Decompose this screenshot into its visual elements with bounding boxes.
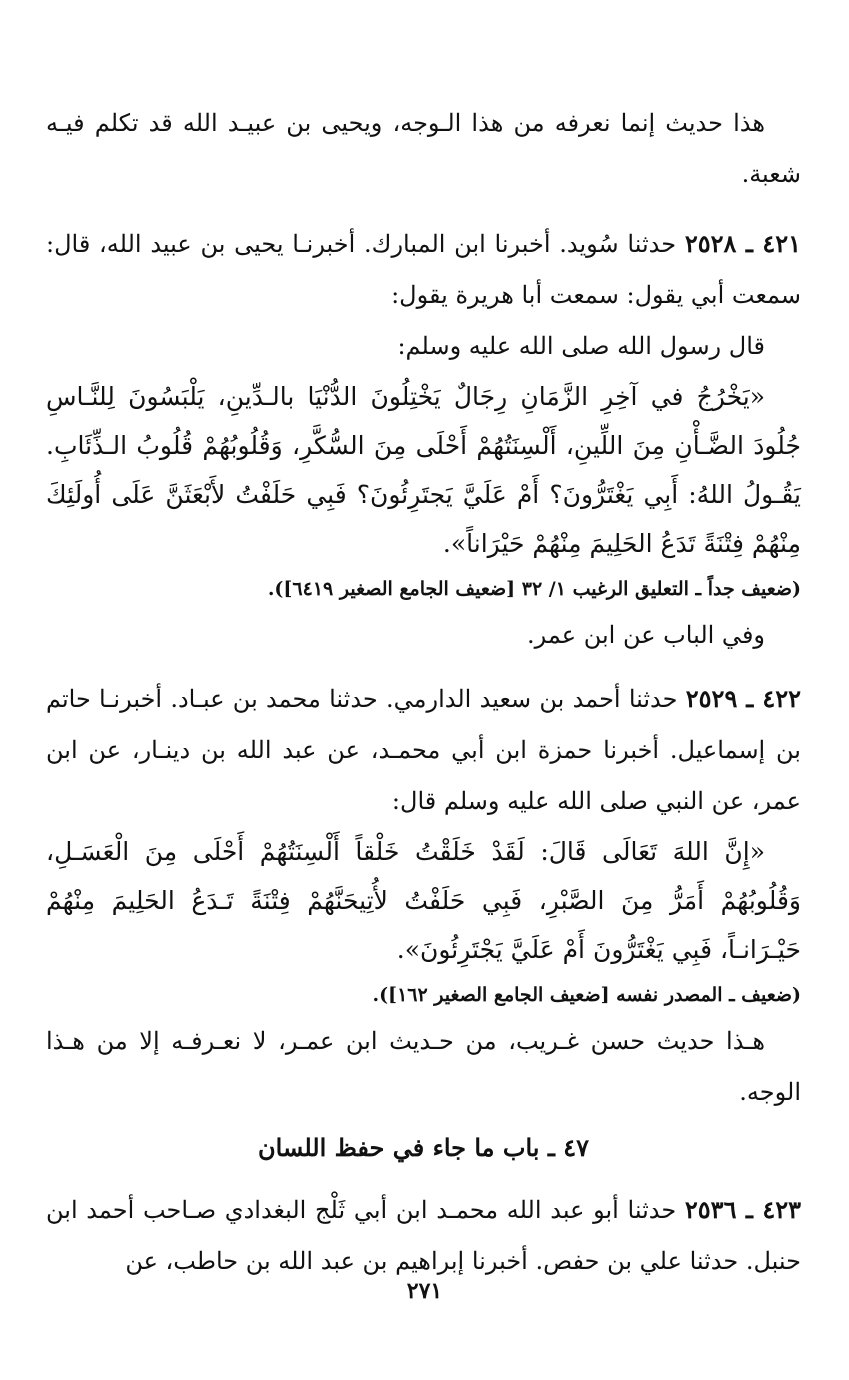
hadith-422-note: هـذا حديث حسن غـريب، من حـديث ابن عمـر، لا نعـرفـه إلا من هـذا الوجه. <box>46 1027 801 1106</box>
hadith-423-isnad: حدثنا أبو عبد الله محمـد ابن أبي ثَلْج البغدادي صـاحب أحمد ابن حنبل. حدثنا علي بن حفص. أخبرنا إبراهيم بن عبد الله بن حاطب، عن <box>46 1196 801 1275</box>
hadith-421-chain <box>46 218 801 321</box>
hadith-422-reference: (ضعيف ـ المصدر نفسه [ضعيف الجامع الصغير ١٦٢]). <box>372 984 801 1006</box>
hadith-421-quote: «يَخْرُجُ في آخِرِ الزَّمَانِ رِجَالٌ يَخْتِلُونَ الدُّنْيَا بالـدِّينِ، يَلْبَسُونَ لِلنَّـاسِ جُلُودَ الضَّـأْنِ مِنَ اللِّينِ، أَلْسِنَتُهُمْ أَحْلَى مِنَ السُّكَّرِ، وَقُلُوبُهُمْ قُلُوبُ الـذِّئَابِ. يَقُـولُ اللهُ: أَبِي يَغْتَرُّونَ؟ أَمْ عَلَيَّ يَجتَرِئُونَ؟ فَبِي حَلَفْتُ لأَبْعَثَنَّ عَلَى أُولَئِكَ مِنْهُمْ فِتْنَةً تَدَعُ الحَلِيمَ مِنْهُمْ حَيْرَاناً». <box>46 382 801 558</box>
closing-paragraph: هذا حديث إنما نعرفه من هذا الـوجه، ويحيى بن عبيـد الله قد تكلم فيـه شعبة. <box>46 109 801 188</box>
hadith-421-number: ٤٢١ ـ ٢٥٢٨ <box>684 229 802 258</box>
hadith-422-chain <box>46 673 801 827</box>
hadith-421-intro: قال رسول الله صلى الله عليه وسلم: <box>397 332 765 360</box>
hadith-423-chain <box>46 1184 801 1287</box>
page-number: ٢٧١ <box>406 1278 443 1304</box>
hadith-423-number: ٤٢٣ ـ ٢٥٣٦ <box>684 1195 801 1224</box>
hadith-422-quote: «إِنَّ اللهَ تَعَالَى قَالَ: لَقَدْ خَلَقْتُ خَلْقاً أَلْسِنَتُهُمْ أَحْلَى مِنَ الْعَسَـلِ، وَقُلُوبُهُمْ أَمَرُّ مِنَ الصَّبْرِ، فَبِي حَلَفْتُ لأُتِيحَنَّهُمْ فِتْنَةً تَـدَعُ الحَلِيمَ مِنْهُمْ حَيْـرَانـاً، فَبِي يَغْتَرُّونَ أَمْ عَلَيَّ يَجْتَرِئُونَ». <box>46 837 801 964</box>
hadith-422-number: ٤٢٢ ـ ٢٥٢٩ <box>685 684 801 713</box>
page-content <box>46 98 801 1287</box>
hadith-421-reference: (ضعيف جداً ـ التعليق الرغيب ١/ ٣٢ [ضعيف الجامع الصغير ٦٤١٩]). <box>267 578 801 600</box>
hadith-421-isnad: حدثنا سُويد. أخبرنا ابن المبارك. أخبرنـا يحيى بن عبيد الله، قال: سمعت أبي يقول: سمعت أبا هريرة يقول: <box>46 230 801 309</box>
chapter-heading: ٤٧ ـ باب ما جاء في حفظ اللسان <box>258 1133 589 1162</box>
hadith-421-bab-note: وفي الباب عن ابن عمر. <box>527 621 765 649</box>
hadith-422-isnad: حدثنا أحمد بن سعيد الدارمي. حدثنا محمد بن عبـاد. أخبرنـا حاتم بن إسماعيل. أخبرنا حمزة ابن أبي محمـد، عن عبد الله بن دينـار، عن ابن عمر، عن النبي صلى الله عليه وسلم قال: <box>46 685 801 815</box>
